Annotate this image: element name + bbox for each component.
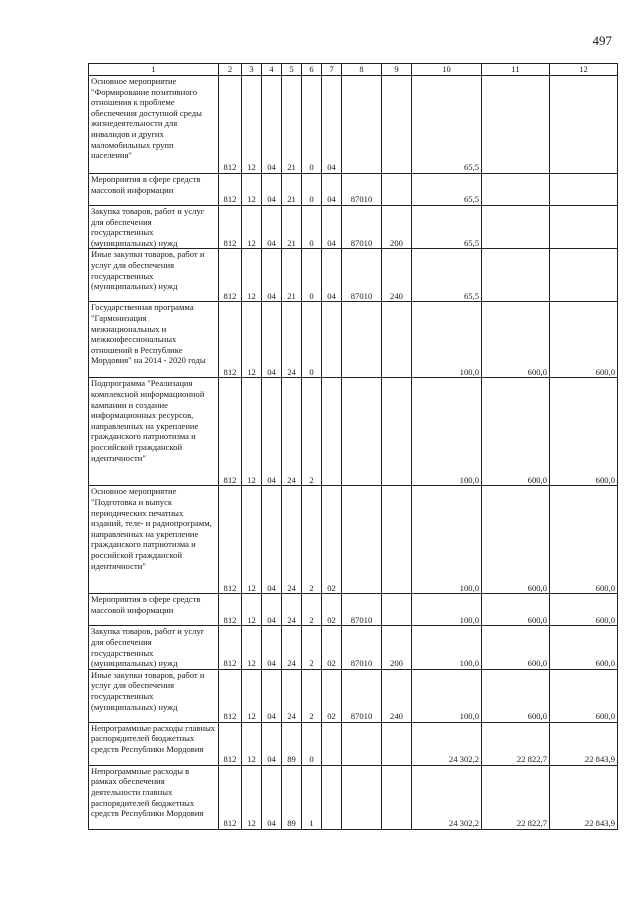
cell-col-4: 04 bbox=[262, 249, 282, 302]
cell-col-3: 12 bbox=[242, 594, 262, 626]
cell-col-2: 812 bbox=[219, 669, 242, 722]
cell-col-3: 12 bbox=[242, 249, 262, 302]
cell-col-3: 12 bbox=[242, 722, 262, 765]
row-name-cell: Государственная программа "Гармонизация межнациональных и межконфессиональных отношений в Республике Мордовия" на 2014 - 2020 годы bbox=[89, 302, 219, 378]
cell-col-12 bbox=[550, 76, 618, 174]
cell-col-11: 22 822,7 bbox=[482, 722, 550, 765]
column-header: 10 bbox=[412, 64, 482, 76]
table-row bbox=[89, 765, 618, 829]
cell-col-10: 100,0 bbox=[412, 486, 482, 594]
column-header: 11 bbox=[482, 64, 550, 76]
cell-col-12: 600,0 bbox=[550, 302, 618, 378]
column-header: 7 bbox=[322, 64, 342, 76]
row-name-cell: Основное мероприятие "Подготовка и выпуск периодических печатных изданий, теле- и радиопрограмм, направленных на укрепление гражданского патриотизма и российской гражданской идентичности" bbox=[89, 486, 219, 594]
cell-col-10: 100,0 bbox=[412, 594, 482, 626]
cell-col-4: 04 bbox=[262, 669, 282, 722]
cell-col-8 bbox=[342, 765, 382, 829]
cell-col-8: 87010 bbox=[342, 206, 382, 249]
cell-col-7 bbox=[322, 302, 342, 378]
table-row bbox=[89, 626, 618, 669]
cell-col-3: 12 bbox=[242, 626, 262, 669]
cell-col-8: 87010 bbox=[342, 594, 382, 626]
cell-col-6: 2 bbox=[302, 669, 322, 722]
cell-col-11: 600,0 bbox=[482, 594, 550, 626]
cell-col-8: 87010 bbox=[342, 174, 382, 206]
table-row bbox=[89, 486, 618, 594]
row-name-cell: Основное мероприятие "Формирование позитивного отношения к проблеме обеспечения доступной среды жизнедеятельности для инвалидов и других маломобильных групп населения" bbox=[89, 76, 219, 174]
table-row bbox=[89, 594, 618, 626]
cell-col-4: 04 bbox=[262, 174, 282, 206]
cell-col-8 bbox=[342, 722, 382, 765]
cell-col-10: 65,5 bbox=[412, 249, 482, 302]
cell-col-6: 0 bbox=[302, 174, 322, 206]
cell-col-12: 600,0 bbox=[550, 669, 618, 722]
cell-col-5: 24 bbox=[282, 486, 302, 594]
table-row bbox=[89, 302, 618, 378]
column-header: 5 bbox=[282, 64, 302, 76]
cell-col-9 bbox=[382, 378, 412, 486]
cell-col-5: 89 bbox=[282, 765, 302, 829]
cell-col-2: 812 bbox=[219, 486, 242, 594]
table-body bbox=[89, 76, 618, 830]
cell-col-11 bbox=[482, 206, 550, 249]
row-name-cell: Непрограммные расходы главных распорядителей бюджетных средств Республики Мордовия bbox=[89, 722, 219, 765]
cell-col-8 bbox=[342, 302, 382, 378]
cell-col-10: 100,0 bbox=[412, 302, 482, 378]
cell-col-6: 0 bbox=[302, 206, 322, 249]
cell-col-10: 65,5 bbox=[412, 76, 482, 174]
column-header: 4 bbox=[262, 64, 282, 76]
cell-col-7 bbox=[322, 765, 342, 829]
cell-col-6: 1 bbox=[302, 765, 322, 829]
row-name-cell: Иные закупки товаров, работ и услуг для обеспечения государственных (муниципальных) нужд bbox=[89, 249, 219, 302]
cell-col-2: 812 bbox=[219, 249, 242, 302]
cell-col-9 bbox=[382, 722, 412, 765]
cell-col-2: 812 bbox=[219, 594, 242, 626]
budget-table bbox=[88, 63, 618, 830]
cell-col-7: 02 bbox=[322, 594, 342, 626]
cell-col-8 bbox=[342, 378, 382, 486]
cell-col-6: 0 bbox=[302, 249, 322, 302]
cell-col-7: 02 bbox=[322, 626, 342, 669]
cell-col-10: 24 302,2 bbox=[412, 765, 482, 829]
cell-col-9: 200 bbox=[382, 626, 412, 669]
row-name-cell: Подпрограмма "Реализация комплексной информационной кампании и создание информационных ресурсов, направленных на укрепление гражданского патриотизма и российской гражданской идентичности" bbox=[89, 378, 219, 486]
cell-col-2: 812 bbox=[219, 76, 242, 174]
cell-col-7 bbox=[322, 378, 342, 486]
cell-col-6: 2 bbox=[302, 626, 322, 669]
cell-col-12: 22 843,9 bbox=[550, 765, 618, 829]
cell-col-4: 04 bbox=[262, 765, 282, 829]
cell-col-4: 04 bbox=[262, 594, 282, 626]
column-header: 1 bbox=[89, 64, 219, 76]
cell-col-8 bbox=[342, 486, 382, 594]
cell-col-5: 21 bbox=[282, 76, 302, 174]
cell-col-6: 2 bbox=[302, 378, 322, 486]
cell-col-2: 812 bbox=[219, 378, 242, 486]
row-name-cell: Иные закупки товаров, работ и услуг для обеспечения государственных (муниципальных) нужд bbox=[89, 669, 219, 722]
cell-col-4: 04 bbox=[262, 486, 282, 594]
cell-col-5: 21 bbox=[282, 206, 302, 249]
row-name-cell: Непрограммные расходы в рамках обеспечения деятельности главных распорядителей бюджетных средств Республики Мордовия bbox=[89, 765, 219, 829]
cell-col-12: 600,0 bbox=[550, 378, 618, 486]
cell-col-10: 24 302,2 bbox=[412, 722, 482, 765]
row-name-cell: Закупка товаров, работ и услуг для обеспечения государственных (муниципальных) нужд bbox=[89, 206, 219, 249]
cell-col-4: 04 bbox=[262, 378, 282, 486]
cell-col-9 bbox=[382, 594, 412, 626]
column-header: 12 bbox=[550, 64, 618, 76]
cell-col-11: 22 822,7 bbox=[482, 765, 550, 829]
cell-col-6: 2 bbox=[302, 594, 322, 626]
cell-col-10: 100,0 bbox=[412, 669, 482, 722]
cell-col-7: 04 bbox=[322, 76, 342, 174]
cell-col-11 bbox=[482, 76, 550, 174]
cell-col-5: 21 bbox=[282, 174, 302, 206]
cell-col-11 bbox=[482, 249, 550, 302]
cell-col-12 bbox=[550, 174, 618, 206]
table-row bbox=[89, 206, 618, 249]
row-name-cell: Мероприятия в сфере средств массовой информации bbox=[89, 594, 219, 626]
cell-col-11: 600,0 bbox=[482, 302, 550, 378]
cell-col-10: 65,5 bbox=[412, 206, 482, 249]
cell-col-6: 0 bbox=[302, 722, 322, 765]
cell-col-4: 04 bbox=[262, 626, 282, 669]
cell-col-9: 200 bbox=[382, 206, 412, 249]
cell-col-4: 04 bbox=[262, 302, 282, 378]
table-row bbox=[89, 249, 618, 302]
cell-col-8: 87010 bbox=[342, 626, 382, 669]
cell-col-3: 12 bbox=[242, 76, 262, 174]
cell-col-11: 600,0 bbox=[482, 626, 550, 669]
cell-col-7 bbox=[322, 722, 342, 765]
cell-col-11 bbox=[482, 174, 550, 206]
cell-col-5: 21 bbox=[282, 249, 302, 302]
column-header: 6 bbox=[302, 64, 322, 76]
cell-col-10: 65,5 bbox=[412, 174, 482, 206]
cell-col-4: 04 bbox=[262, 722, 282, 765]
cell-col-9 bbox=[382, 76, 412, 174]
cell-col-9 bbox=[382, 486, 412, 594]
cell-col-10: 100,0 bbox=[412, 378, 482, 486]
cell-col-7: 04 bbox=[322, 249, 342, 302]
cell-col-2: 812 bbox=[219, 302, 242, 378]
cell-col-2: 812 bbox=[219, 626, 242, 669]
cell-col-6: 0 bbox=[302, 302, 322, 378]
cell-col-7: 04 bbox=[322, 206, 342, 249]
table-row bbox=[89, 722, 618, 765]
cell-col-4: 04 bbox=[262, 76, 282, 174]
cell-col-9: 240 bbox=[382, 669, 412, 722]
cell-col-6: 0 bbox=[302, 76, 322, 174]
cell-col-8 bbox=[342, 76, 382, 174]
cell-col-4: 04 bbox=[262, 206, 282, 249]
cell-col-12: 600,0 bbox=[550, 626, 618, 669]
cell-col-7: 02 bbox=[322, 669, 342, 722]
cell-col-12 bbox=[550, 206, 618, 249]
column-header: 8 bbox=[342, 64, 382, 76]
cell-col-5: 24 bbox=[282, 669, 302, 722]
cell-col-2: 812 bbox=[219, 174, 242, 206]
cell-col-12: 22 843,9 bbox=[550, 722, 618, 765]
cell-col-11: 600,0 bbox=[482, 378, 550, 486]
cell-col-7: 04 bbox=[322, 174, 342, 206]
cell-col-5: 24 bbox=[282, 626, 302, 669]
cell-col-3: 12 bbox=[242, 669, 262, 722]
cell-col-8: 87010 bbox=[342, 249, 382, 302]
cell-col-3: 12 bbox=[242, 765, 262, 829]
cell-col-7: 02 bbox=[322, 486, 342, 594]
cell-col-3: 12 bbox=[242, 174, 262, 206]
cell-col-11: 600,0 bbox=[482, 486, 550, 594]
header-row bbox=[89, 64, 618, 76]
cell-col-9 bbox=[382, 765, 412, 829]
cell-col-9 bbox=[382, 302, 412, 378]
cell-col-5: 24 bbox=[282, 594, 302, 626]
cell-col-5: 89 bbox=[282, 722, 302, 765]
column-header: 2 bbox=[219, 64, 242, 76]
cell-col-12: 600,0 bbox=[550, 594, 618, 626]
cell-col-3: 12 bbox=[242, 302, 262, 378]
table-row bbox=[89, 76, 618, 174]
cell-col-5: 24 bbox=[282, 378, 302, 486]
column-header: 9 bbox=[382, 64, 412, 76]
cell-col-12: 600,0 bbox=[550, 486, 618, 594]
table-row bbox=[89, 378, 618, 486]
cell-col-3: 12 bbox=[242, 378, 262, 486]
cell-col-9 bbox=[382, 174, 412, 206]
cell-col-2: 812 bbox=[219, 722, 242, 765]
table-row bbox=[89, 669, 618, 722]
cell-col-10: 100,0 bbox=[412, 626, 482, 669]
row-name-cell: Мероприятия в сфере средств массовой информации bbox=[89, 174, 219, 206]
cell-col-9: 240 bbox=[382, 249, 412, 302]
cell-col-2: 812 bbox=[219, 765, 242, 829]
column-header: 3 bbox=[242, 64, 262, 76]
cell-col-3: 12 bbox=[242, 206, 262, 249]
cell-col-11: 600,0 bbox=[482, 669, 550, 722]
row-name-cell: Закупка товаров, работ и услуг для обеспечения государственных (муниципальных) нужд bbox=[89, 626, 219, 669]
cell-col-8: 87010 bbox=[342, 669, 382, 722]
page-number: 497 bbox=[592, 33, 612, 48]
cell-col-12 bbox=[550, 249, 618, 302]
cell-col-2: 812 bbox=[219, 206, 242, 249]
cell-col-6: 2 bbox=[302, 486, 322, 594]
cell-col-3: 12 bbox=[242, 486, 262, 594]
table-row bbox=[89, 174, 618, 206]
cell-col-5: 24 bbox=[282, 302, 302, 378]
